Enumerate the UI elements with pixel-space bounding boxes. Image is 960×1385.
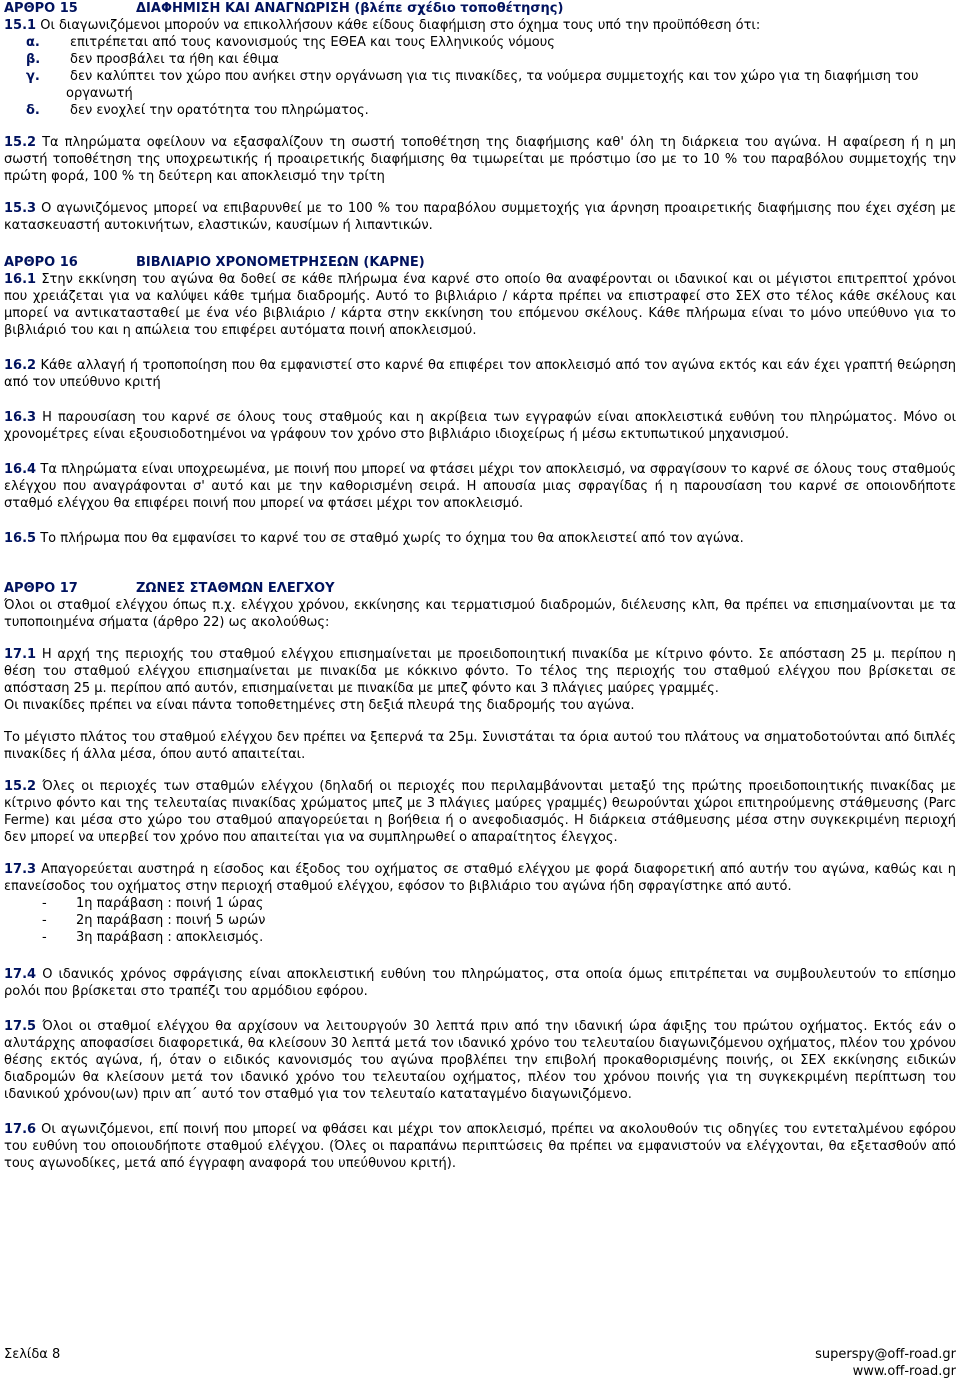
list-item — [4, 929, 956, 946]
paragraph-16-4 — [4, 461, 956, 512]
article-17-heading — [4, 580, 956, 597]
page-number: Σελίδα 8 — [4, 1347, 61, 1362]
list-dash: - — [42, 913, 47, 928]
paragraph-number: 17.1 — [4, 647, 37, 662]
paragraph-text: Στην εκκίνηση του αγώνα θα δοθεί σε κάθε πλήρωμα ένα καρνέ στο οποίο θα αναφέρονται οι ιδανικοί και οι μέγιστοι επιτρεπτοί χρόνοι που χρειάζεται για να καλύψει κάθε τμήμα διαδρομής. Αυτό το βιβλιάριο / κάρτα πρέπει να επιστραφεί στο ΣΕΧ στο τέλος κάθε σκέλους και μπορεί να αντικατασταθεί με ένα νέο βιβλιάριο / κάρτα στην εκκίνηση του επόμενου σκέλους. Κάθε πλήρωμα είναι το μόνο υπεύθυνο για το βιβλιάριό του και η απώλεια του επιφέρει αυτόματα ποινή αποκλεισμού. — [4, 272, 956, 338]
paragraph-number: 15.3 — [4, 201, 37, 216]
list-text: 2η παράβαση : ποινή 5 ωρών — [76, 913, 266, 928]
paragraph-17-1-second: Το μέγιστο πλάτος του σταθμού ελέγχου δεν πρέπει να ξεπερνά τα 25μ. Συνιστάται τα όρια αυτού του πλάτους να σηματοδοτούνται από διπλές πινακίδες ή άλλα μέσα, όπου αυτό απαιτείται. — [4, 730, 956, 762]
paragraph-number: 16.4 — [4, 462, 37, 477]
paragraph-number: 15.2 — [4, 135, 37, 150]
list-label: δ. — [26, 103, 40, 118]
paragraph-number: 15.2 — [4, 779, 37, 794]
list-label: β. — [26, 52, 41, 67]
list-dash: - — [42, 896, 47, 911]
article-title: ΒΙΒΛΙΑΡΙΟ ΧΡΟΝΟΜΕΤΡΗΣΕΩΝ (ΚΑΡΝΕ) — [136, 255, 425, 270]
paragraph-text: Ο ιδανικός χρόνος σφράγισης είναι αποκλειστική ευθύνη του πληρώματος, στα οποία όμως επιτρέπεται να συμβουλευτούν το επίσημο ρολόι που βρίσκεται στο τραπέζι του αρμόδιου εφόρου. — [4, 967, 956, 999]
list-dash: - — [42, 930, 47, 945]
paragraph-number: 16.3 — [4, 410, 37, 425]
paragraph-17-4 — [4, 966, 956, 1000]
paragraph-15-1 — [4, 17, 956, 34]
paragraph-16-3 — [4, 409, 956, 443]
paragraph-17-3 — [4, 861, 956, 895]
article-title: ΖΩΝΕΣ ΣΤΑΘΜΩΝ ΕΛΕΓΧΟΥ — [136, 581, 335, 596]
list-item — [4, 102, 956, 119]
paragraph-text: Η αρχή της περιοχής του σταθμού ελέγχου επισημαίνεται με προειδοποιητική πινακίδα με κίτρινο φόντο. Σε απόσταση 25 μ. περίπου η θέση του σταθμού ελέγχου επισημαίνεται με πινακίδα με κόκκινο φόντο. Το τέλος της περιοχής του σταθμού ελέγχου που βρίσκεται σε απόσταση 25 μ. περίπου από αυτόν, επισημαίνεται με πινακίδα με μπεζ φόντο και 3 πλάγιες μαύρες γραμμές. — [4, 647, 956, 696]
footer-email[interactable]: superspy@off-road.gr — [815, 1347, 956, 1362]
list-item — [4, 912, 956, 929]
document-page — [4, 0, 956, 1172]
list-item — [4, 68, 956, 102]
list-text: 1η παράβαση : ποινή 1 ώρας — [76, 896, 264, 911]
list-text: δεν προσβάλει τα ήθη και έθιμα — [70, 52, 279, 67]
paragraph-16-5 — [4, 530, 956, 547]
list-text: επιτρέπεται από τους κανονισμούς της ΕΘΕΑ και τους Ελληνικούς νόμους — [70, 35, 555, 50]
paragraph-text: Ο αγωνιζόμενος μπορεί να επιβαρυνθεί με το 100 % του παραβόλου συμμετοχής για άρνηση προαιρετικής διαφήμισης που έχει σχέση με κατασκευαστή αυτοκινήτων, ελαστικών, καυσίμων ή λιπαντικών. — [4, 201, 956, 233]
article-number: ΑΡΘΡΟ 17 — [4, 581, 78, 596]
paragraph-number: 17.6 — [4, 1122, 37, 1137]
paragraph-number: 16.1 — [4, 272, 37, 287]
paragraph-16-1 — [4, 271, 956, 339]
paragraph-number: 16.5 — [4, 531, 37, 546]
article-title: ΔΙΑΦΗΜΙΣΗ ΚΑΙ ΑΝΑΓΝΩΡΙΣΗ (βλέπε σχέδιο τοποθέτησης) — [136, 1, 564, 16]
list-text: δεν ενοχλεί την ορατότητα του πληρώματος. — [70, 103, 369, 118]
footer-website[interactable]: www.off-road.gr — [852, 1364, 956, 1379]
footer-contact — [815, 1346, 956, 1380]
paragraph-number: 15.1 — [4, 18, 37, 33]
list-label: α. — [26, 35, 40, 50]
list-item — [4, 34, 956, 51]
article-15-heading — [4, 0, 956, 17]
paragraph-15-2-zones — [4, 778, 956, 846]
list-item — [4, 51, 956, 68]
article-number: ΑΡΘΡΟ 16 — [4, 255, 78, 270]
paragraph-text: Όλες οι περιοχές των σταθμών ελέγχου (δηλαδή οι περιοχές που περιλαμβάνονται μεταξύ της πρώτης προειδοποιητικής πινακίδας με κίτρινο φόντο και της τελευταίας πινακίδας χρώματος μπεζ με 3 πλάγιες μαύρες γραμμές) θεωρούνται χώροι επιτηρούμενης στάθμευσης (Parc Ferme) και μέσα στο χώρο του σταθμού απαγορεύεται η βοήθεια ή ο ανεφοδιασμός. Η διάρκεια στάθμευσης μέσα στην συγκεκριμένη περιοχή δεν μπορεί να υπερβεί τον χρόνο που απαιτείται για να συμπληρωθεί ο απαραίτητος έλεγχος. — [4, 779, 956, 845]
paragraph-17-1 — [4, 646, 956, 697]
paragraph-number: 17.3 — [4, 862, 37, 877]
paragraph-text: Οι αγωνιζόμενοι, επί ποινή που μπορεί να φθάσει και μέχρι τον αποκλεισμό, πρέπει να ακολουθούν τις οδηγίες του εντεταλμένου εφόρου του ευθύνη του οποιουδήποτε σταθμού ελέγχου. (Όλες οι παραπάνω περιπτώσεις θα πρέπει να εμφανιστούν να ελέγχονται, θα εξετασθούν από τους αγωνοδίκες, μετά από έγγραφη αναφορά του υπεύθυνου κριτή). — [4, 1122, 956, 1171]
paragraph-15-3 — [4, 200, 956, 234]
paragraph-17-1-line: Οι πινακίδες πρέπει να είναι πάντα τοποθετημένες στη δεξιά πλευρά της διαδρομής του αγώνα. — [4, 698, 635, 713]
paragraph-17-6 — [4, 1121, 956, 1172]
article-17-intro: Όλοι οι σταθμοί ελέγχου όπως π.χ. ελέγχου χρόνου, εκκίνησης και τερματισμού διαδρομών, διέλευσης κλπ, θα πρέπει να επισημαίνονται με τα τυποποιημένα σήματα (άρθρο 22) ως ακολούθως: — [4, 598, 956, 630]
paragraph-text: Κάθε αλλαγή ή τροποποίηση που θα εμφανιστεί στο καρνέ θα επιφέρει τον αποκλεισμό από τον αγώνα εκτός και εάν έχει γραπτή θεώρηση από τον υπεύθυνο κριτή — [4, 358, 956, 390]
paragraph-text: Οι διαγωνιζόμενοι μπορούν να επικολλήσουν κάθε είδους διαφήμιση στο όχημα τους υπό την προϋπόθεση ότι: — [36, 18, 761, 33]
list-item — [4, 895, 956, 912]
paragraph-15-2 — [4, 134, 956, 185]
paragraph-text: Τα πληρώματα οφείλουν να εξασφαλίζουν τη σωστή τοποθέτηση της διαφήμισης καθ' όλη τη διάρκεια του αγώνα. Η αφαίρεση ή η μη σωστή τοποθέτηση της υποχρεωτικής ή προαιρετικής διαφήμισης θα τιμωρείται με πρόστιμο ίσο με το 10 % του παραβόλου συμμετοχής την πρώτη φορά, 100 % τη δεύτερη και αποκλεισμό την τρίτη — [4, 135, 956, 184]
list-text: 3η παράβαση : αποκλεισμός. — [76, 930, 264, 945]
list-label: γ. — [26, 69, 40, 84]
article-number: ΑΡΘΡΟ 15 — [4, 1, 78, 16]
article-16-heading — [4, 254, 956, 271]
paragraph-number: 17.5 — [4, 1019, 37, 1034]
list-text: δεν καλύπτει τον χώρο που ανήκει στην οργάνωση για τις πινακίδες, τα νούμερα συμμετοχής και τον χώρο για τη διαφήμιση του οργανωτή — [66, 69, 919, 101]
paragraph-16-2 — [4, 357, 956, 391]
paragraph-text: Απαγορεύεται αυστηρά η είσοδος και έξοδος του οχήματος σε σταθμό ελέγχου με φορά διαφορετική από αυτήν του αγώνα, καθώς και η επανείσοδος του οχήματος στην περιοχή σταθμού ελέγχου, εφόσον το βιβλιάριο του αγώνα ήδη σφραγίστηκε από αυτό. — [4, 862, 956, 894]
paragraph-text: Τα πληρώματα είναι υποχρεωμένα, με ποινή που μπορεί να φτάσει μέχρι τον αποκλεισμό, να σφραγίσουν το καρνέ σε όλους τους σταθμούς ελέγχου που αναγράφονται σ' αυτό και με την καθορισμένη σειρά. Η απουσία μιας σφραγίδας ή η παρουσίαση του καρνέ σε οποιονδήποτε σταθμό ελέγχου θα επιφέρει ποινή που μπορεί να φτάσει μέχρι τον αποκλεισμό. — [4, 462, 956, 511]
paragraph-number: 16.2 — [4, 358, 37, 373]
paragraph-number: 17.4 — [4, 967, 37, 982]
paragraph-17-5 — [4, 1018, 956, 1103]
paragraph-text: Το πλήρωμα που θα εμφανίσει το καρνέ του σε σταθμό χωρίς το όχημα του θα αποκλειστεί από τον αγώνα. — [36, 531, 744, 546]
paragraph-text: Η παρουσίαση του καρνέ σε όλους τους σταθμούς και η ακρίβεια των εγγραφών είναι αποκλειστικά ευθύνη του πληρώματος. Μόνο οι χρονομέτρες είναι εξουσιοδοτημένοι να γράφουν τον χρόνο στο βιβλιάριο ιδιοχείρως ή μέσω εκτυπωτικού μηχανισμού. — [4, 410, 956, 442]
paragraph-text: Όλοι οι σταθμοί ελέγχου θα αρχίσουν να λειτουργούν 30 λεπτά πριν από την ιδανική ώρα άφιξης του πρώτου οχήματος. Εκτός εάν ο αλυτάρχης αποφασίσει διαφορετικά, θα κλείσουν 30 λεπτά μετά τον ιδανικό χρόνο του τελευταίου διαγωνιζόμενου οχήματος, πλέον του χρόνου θέσης εκτός αγώνα, ή, όταν ο ειδικός κανονισμός του αγώνα προβλέπει την επιβολή προκαθορισμένης ποινής, οι ΣΕΧ εκκίνησης ειδικών διαδρομών θα κλείσουν μετά τον ιδανικό χρόνο του τελευταίου οχήματος, πλέον του χρόνου ποινής για τη συγκεκριμένη περίπτωση του ιδανικού χρόνου(ων) πριν απ΄ αυτό τον σταθμό για τον τελευταίο καταταγμένο διαγωνιζόμενο. — [4, 1019, 956, 1102]
